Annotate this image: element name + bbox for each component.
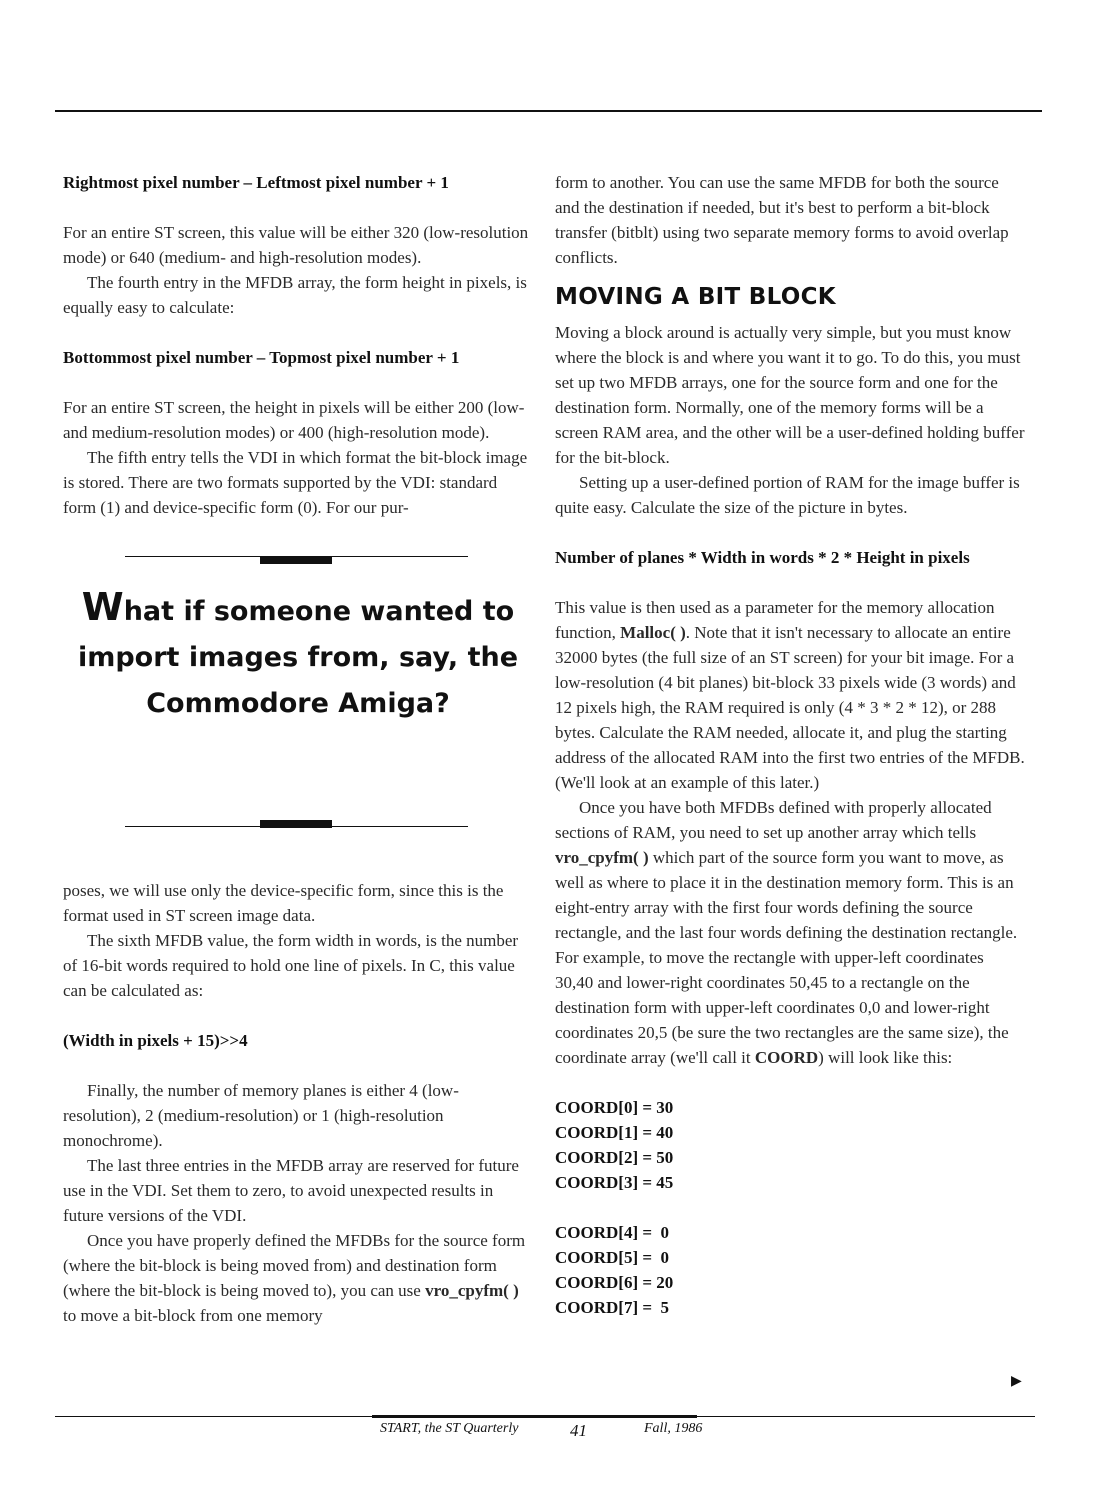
coord-line: COORD[6] = 20 (555, 1273, 674, 1292)
pull-quote-text: What if someone wanted to import images from, say, the Commodore Amiga? (77, 585, 519, 719)
pull-quote-bottom-rule (125, 826, 468, 827)
paragraph: The sixth MFDB value, the form width in words, is the number of 16-bit words required to hold one line of pixels. In C, this value can be calculated as: (63, 931, 519, 1000)
paragraph: poses, we will use only the device-specific form, since this is the format used in ST screen image data. (63, 881, 504, 925)
right-column (555, 170, 1025, 1320)
paragraph: This value is then used as a parameter for the memory allocation function, Malloc( ). Note that it isn't necessary to allocate an entire 32000 bytes (the full size of an ST screen) for your bit image. For a low-resolution (4 bit planes) bit-block 33 pixels wide (3 words) and 12 pixels high, the RAM required is only (4 * 3 * 2 * 12), or 288 bytes. Calculate the RAM needed, allocate it, and plug the starting address of the allocated RAM into the first two entries of the MFDB. (We'll look at an example of this later.) (555, 598, 1025, 792)
paragraph: Finally, the number of memory planes is either 4 (low-resolution), 2 (medium-resolution) or 1 (high-resolution monochrome). (63, 1081, 459, 1150)
paragraph: Setting up a user-defined portion of RAM for the image buffer is quite easy. Calculate the size of the picture in bytes. (555, 473, 1020, 517)
footer-date: Fall, 1986 (644, 1421, 703, 1436)
paragraph: The last three entries in the MFDB array are reserved for future use in the VDI. Set them to zero, to avoid unexpected results in future versions of the VDI. (63, 1156, 519, 1225)
footer-rule (372, 1415, 697, 1418)
left-column (63, 170, 533, 1328)
function-name: vro_cpyfm( ) (555, 848, 649, 867)
formula-height: Bottommost pixel number – Topmost pixel number + 1 (63, 348, 460, 367)
formula-words: (Width in pixels + 15)>>4 (63, 1031, 248, 1050)
paragraph: The fourth entry in the MFDB array, the form height in pixels, is equally easy to calculate: (63, 273, 527, 317)
paragraph: The fifth entry tells the VDI in which format the bit-block image is stored. There are two formats supported by the VDI: standard form (1) and device-specific form (0). For our pur- (63, 448, 528, 517)
function-name: Malloc( ) (620, 623, 686, 642)
coord-line: COORD[2] = 50 (555, 1148, 674, 1167)
continue-arrow-icon: ▶ (1011, 1374, 1022, 1389)
coord-line: COORD[4] = 0 (555, 1223, 670, 1242)
footer-publication: START, the ST Quarterly (380, 1421, 519, 1436)
coord-line: COORD[3] = 45 (555, 1173, 674, 1192)
coord-line: COORD[7] = 5 (555, 1298, 670, 1317)
top-rule (55, 110, 1042, 112)
pull-quote-top-bar (260, 556, 332, 564)
paragraph: Once you have both MFDBs defined with properly allocated sections of RAM, you need to set up another array which tells vro_cpyfm( ) which part of the source form you want to move, as well as where to place it in the destination memory form. This is an eight-entry array with the first four words defining the source rectangle, and the last four words defining the destination rectangle. For example, to move the rectangle with upper-left coordinates 30,40 and lower-right coordinates 50,45 to a rectangle on the destination form with upper-left coordinates 0,0 and lower-right coordinates 20,5 (be sure the two rectangles are the same size), the coordinate array (we'll call it COORD) will look like this: (555, 798, 1018, 1067)
paragraph: Once you have properly defined the MFDBs for the source form (where the bit-block is being moved from) and destination form (where the bit-block is being moved to), you can use vro_cpyfm( ) to move a bit-block from one memory (63, 1231, 526, 1325)
section-heading: MOVING A BIT BLOCK (555, 284, 836, 310)
formula-size: Number of planes * Width in words * 2 * Height in pixels (555, 548, 970, 567)
paragraph: Moving a block around is actually very simple, but you must know where the block is and where you want it to go. To do this, you must set up two MFDB arrays, one for the source form and one for the destination form. Normally, one of the memory forms will be a screen RAM area, and the other will be a user-defined holding buffer for the bit-block. (555, 323, 1025, 467)
formula-width: Rightmost pixel number – Leftmost pixel number + 1 (63, 173, 449, 192)
paragraph: form to another. You can use the same MFDB for both the source and the destination if needed, but it's best to perform a bit-block transfer (bitblt) using two separate memory forms to avoid overlap conflicts. (555, 173, 1009, 267)
paragraph: For an entire ST screen, this value will be either 320 (low-resolution mode) or 640 (medium- and high-resolution modes). (63, 223, 529, 267)
coord-line: COORD[5] = 0 (555, 1248, 670, 1267)
page-number: 41 (570, 1421, 587, 1440)
pull-quote (63, 546, 533, 858)
coord-line: COORD[0] = 30 (555, 1098, 674, 1117)
paragraph: For an entire ST screen, the height in pixels will be either 200 (low- and medium-resolution modes) or 400 (high-resolution mode). (63, 398, 525, 442)
function-name: vro_cpyfm( ) (425, 1281, 519, 1300)
coord-line: COORD[1] = 40 (555, 1123, 674, 1142)
array-name: COORD (754, 1048, 819, 1067)
